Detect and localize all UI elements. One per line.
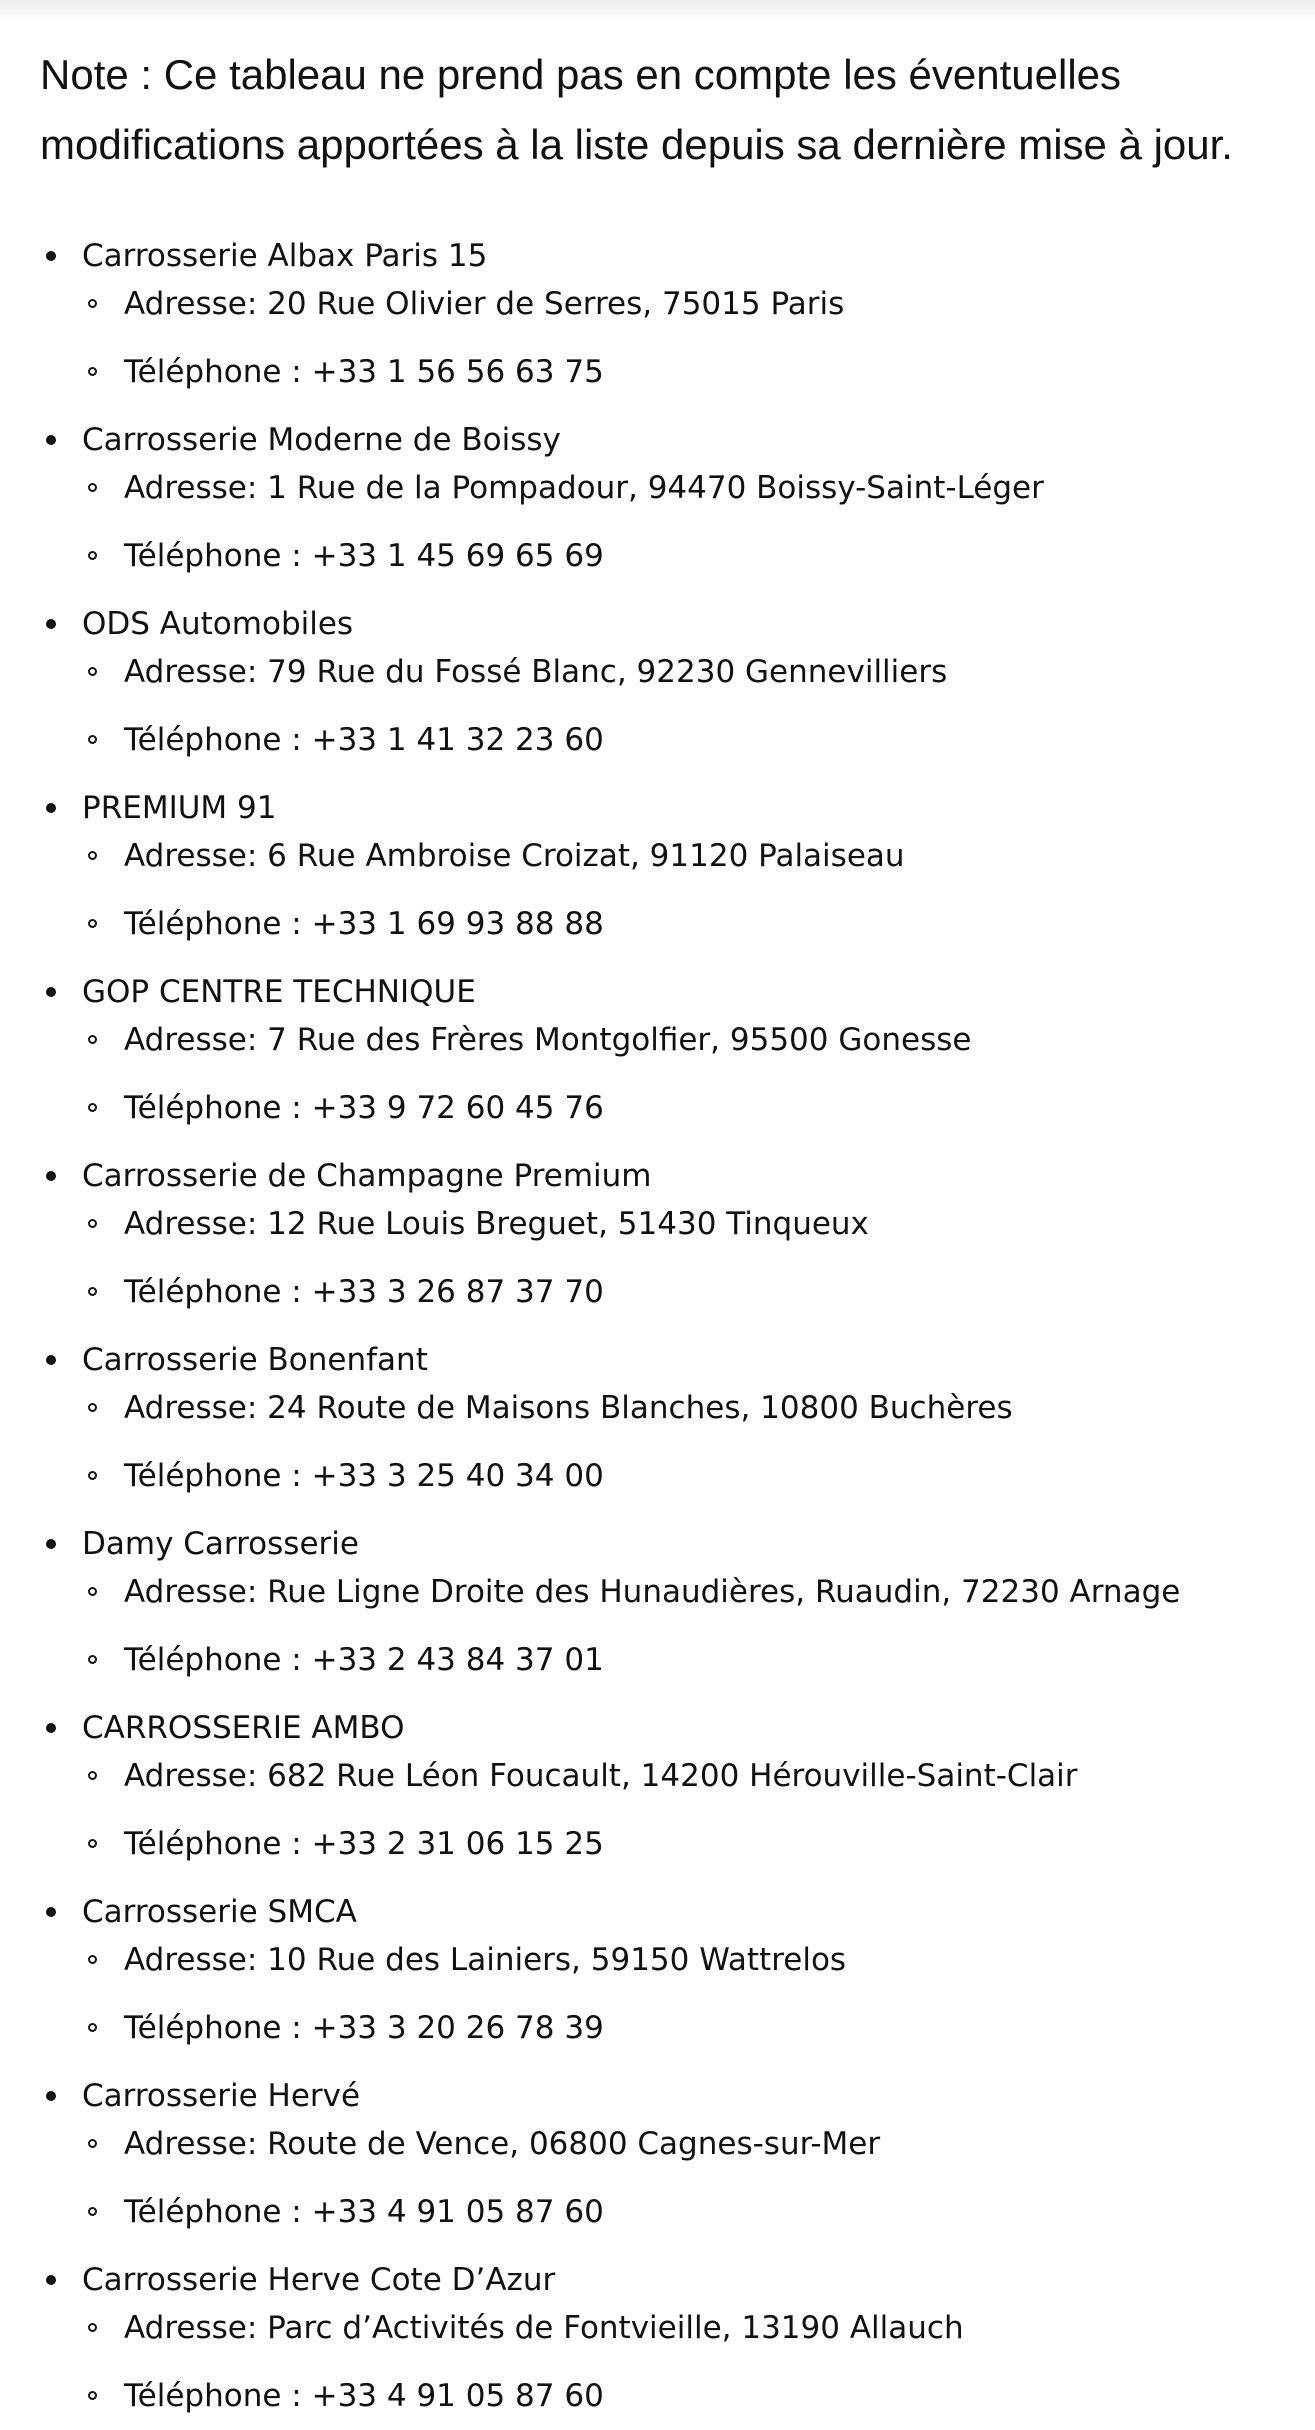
address-label: Adresse: <box>124 1206 258 1242</box>
bullet-circle-icon <box>88 2207 97 2216</box>
top-bar-shadow <box>0 0 1315 22</box>
phone-label: Téléphone : <box>124 1274 302 1310</box>
bullet-circle-icon <box>88 851 97 860</box>
address-value: 24 Route de Maisons Blanches, 10800 Buchères <box>267 1390 1013 1426</box>
shop-phone <box>124 352 604 392</box>
phone-label: Téléphone : <box>124 354 302 390</box>
bullet-circle-icon <box>88 1219 97 1228</box>
bullet-circle-icon <box>88 1587 97 1596</box>
bullet-disc-icon <box>46 435 56 445</box>
phone-label: Téléphone : <box>124 2010 302 2046</box>
address-label: Adresse: <box>124 1574 258 1610</box>
list-item <box>0 1524 1315 1708</box>
address-value: 7 Rue des Frères Montgolfier, 95500 Gonesse <box>267 1022 972 1058</box>
phone-label: Téléphone : <box>124 1826 302 1862</box>
shop-phone <box>124 2192 604 2232</box>
shop-name: Carrosserie Hervé <box>82 2078 361 2114</box>
shop-name: Carrosserie Bonenfant <box>82 1342 428 1378</box>
list-item <box>0 2076 1315 2260</box>
bullet-circle-icon <box>88 1771 97 1780</box>
list-item <box>0 2260 1315 2430</box>
shop-address <box>124 468 1044 508</box>
address-label: Adresse: <box>124 1758 258 1794</box>
bullet-circle-icon <box>88 1955 97 1964</box>
shop-name: ODS Automobiles <box>82 606 354 642</box>
shop-phone <box>124 904 604 944</box>
shop-address <box>124 1388 1013 1428</box>
bullet-circle-icon <box>88 551 97 560</box>
shop-address <box>124 1204 869 1244</box>
bullet-disc-icon <box>46 1355 56 1365</box>
phone-label: Téléphone : <box>124 906 302 942</box>
bullet-circle-icon <box>88 1655 97 1664</box>
address-value: 682 Rue Léon Foucault, 14200 Hérouville-Saint-Clair <box>267 1758 1078 1794</box>
phone-value: +33 3 26 87 37 70 <box>311 1274 604 1310</box>
phone-value: +33 1 69 93 88 88 <box>311 906 604 942</box>
shop-name: Carrosserie Moderne de Boissy <box>82 422 561 458</box>
bullet-circle-icon <box>88 919 97 928</box>
list-item <box>0 1892 1315 2076</box>
list-item <box>0 604 1315 788</box>
phone-value: +33 3 25 40 34 00 <box>311 1458 604 1494</box>
bullet-circle-icon <box>88 2323 97 2332</box>
shop-name: CARROSSERIE AMBO <box>82 1710 405 1746</box>
list-item <box>0 1708 1315 1892</box>
phone-value: +33 1 41 32 23 60 <box>311 722 604 758</box>
shop-phone <box>124 1088 604 1128</box>
address-value: 10 Rue des Lainiers, 59150 Wattrelos <box>267 1942 847 1978</box>
address-label: Adresse: <box>124 1022 258 1058</box>
bullet-disc-icon <box>46 1171 56 1181</box>
address-label: Adresse: <box>124 654 258 690</box>
bullet-circle-icon <box>88 2139 97 2148</box>
shop-phone <box>124 536 604 576</box>
shop-address <box>124 2308 964 2348</box>
address-label: Adresse: <box>124 838 258 874</box>
list-item <box>0 236 1315 420</box>
address-value: 6 Rue Ambroise Croizat, 91120 Palaiseau <box>267 838 905 874</box>
body-shop-list <box>0 236 1315 2430</box>
shop-phone <box>124 720 604 760</box>
phone-value: +33 4 91 05 87 60 <box>311 2378 604 2414</box>
shop-name: Damy Carrosserie <box>82 1526 359 1562</box>
bullet-circle-icon <box>88 735 97 744</box>
bullet-circle-icon <box>88 299 97 308</box>
phone-label: Téléphone : <box>124 1458 302 1494</box>
address-label: Adresse: <box>124 286 258 322</box>
address-value: 79 Rue du Fossé Blanc, 92230 Gennevilliers <box>267 654 948 690</box>
address-value: 1 Rue de la Pompadour, 94470 Boissy-Saint-Léger <box>267 470 1044 506</box>
bullet-circle-icon <box>88 1103 97 1112</box>
shop-phone <box>124 1272 604 1312</box>
shop-name: Carrosserie Albax Paris 15 <box>82 238 488 274</box>
bullet-disc-icon <box>46 251 56 261</box>
shop-name: Carrosserie de Champagne Premium <box>82 1158 652 1194</box>
address-value: Parc d’Activités de Fontvieille, 13190 Allauch <box>267 2310 964 2346</box>
shop-phone <box>124 2008 604 2048</box>
shop-address <box>124 1940 846 1980</box>
bullet-circle-icon <box>88 1287 97 1296</box>
shop-phone <box>124 1456 604 1496</box>
phone-value: +33 9 72 60 45 76 <box>311 1090 604 1126</box>
bullet-disc-icon <box>46 2091 56 2101</box>
note-paragraph: Note : Ce tableau ne prend pas en compte les éventuelles modifications apportées à la liste depuis sa dernière mise à jour. <box>40 51 1233 168</box>
phone-label: Téléphone : <box>124 538 302 574</box>
bullet-circle-icon <box>88 1839 97 1848</box>
phone-label: Téléphone : <box>124 2378 302 2414</box>
bullet-circle-icon <box>88 2023 97 2032</box>
list-item <box>0 788 1315 972</box>
list-item <box>0 1156 1315 1340</box>
phone-value: +33 4 91 05 87 60 <box>311 2194 604 2230</box>
address-label: Adresse: <box>124 1390 258 1426</box>
phone-label: Téléphone : <box>124 2194 302 2230</box>
bullet-circle-icon <box>88 667 97 676</box>
address-label: Adresse: <box>124 2126 258 2162</box>
phone-label: Téléphone : <box>124 1090 302 1126</box>
bullet-circle-icon <box>88 1471 97 1480</box>
list-item <box>0 1340 1315 1524</box>
shop-address <box>124 836 905 876</box>
shop-address <box>124 652 947 692</box>
shop-address <box>124 284 844 324</box>
shop-name: Carrosserie Herve Cote D’Azur <box>82 2262 556 2298</box>
bullet-circle-icon <box>88 1035 97 1044</box>
shop-phone <box>124 1640 604 1680</box>
address-value: Rue Ligne Droite des Hunaudières, Ruaudin, 72230 Arnage <box>267 1574 1181 1610</box>
shop-phone <box>124 1824 604 1864</box>
shop-address <box>124 1572 1180 1612</box>
bullet-circle-icon <box>88 2391 97 2400</box>
bullet-disc-icon <box>46 1907 56 1917</box>
shop-name: GOP CENTRE TECHNIQUE <box>82 974 476 1010</box>
shop-address <box>124 1020 971 1060</box>
bullet-disc-icon <box>46 1723 56 1733</box>
bullet-disc-icon <box>46 803 56 813</box>
shop-name: PREMIUM 91 <box>82 790 277 826</box>
phone-value: +33 2 31 06 15 25 <box>311 1826 604 1862</box>
address-label: Adresse: <box>124 2310 258 2346</box>
phone-value: +33 3 20 26 78 39 <box>311 2010 604 2046</box>
bullet-disc-icon <box>46 619 56 629</box>
shop-address <box>124 1756 1078 1796</box>
address-value: Route de Vence, 06800 Cagnes-sur-Mer <box>267 2126 881 2162</box>
phone-value: +33 1 56 56 63 75 <box>311 354 604 390</box>
shop-phone <box>124 2376 604 2416</box>
phone-value: +33 1 45 69 65 69 <box>311 538 604 574</box>
address-label: Adresse: <box>124 1942 258 1978</box>
phone-label: Téléphone : <box>124 722 302 758</box>
bullet-disc-icon <box>46 987 56 997</box>
bullet-circle-icon <box>88 367 97 376</box>
list-item <box>0 972 1315 1156</box>
bullet-circle-icon <box>88 483 97 492</box>
address-value: 12 Rue Louis Breguet, 51430 Tinqueux <box>267 1206 869 1242</box>
shop-address <box>124 2124 880 2164</box>
address-label: Adresse: <box>124 470 258 506</box>
bullet-disc-icon <box>46 2275 56 2285</box>
address-value: 20 Rue Olivier de Serres, 75015 Paris <box>267 286 845 322</box>
shop-name: Carrosserie SMCA <box>82 1894 357 1930</box>
phone-label: Téléphone : <box>124 1642 302 1678</box>
bullet-circle-icon <box>88 1403 97 1412</box>
list-item <box>0 420 1315 604</box>
phone-value: +33 2 43 84 37 01 <box>311 1642 604 1678</box>
bullet-disc-icon <box>46 1539 56 1549</box>
